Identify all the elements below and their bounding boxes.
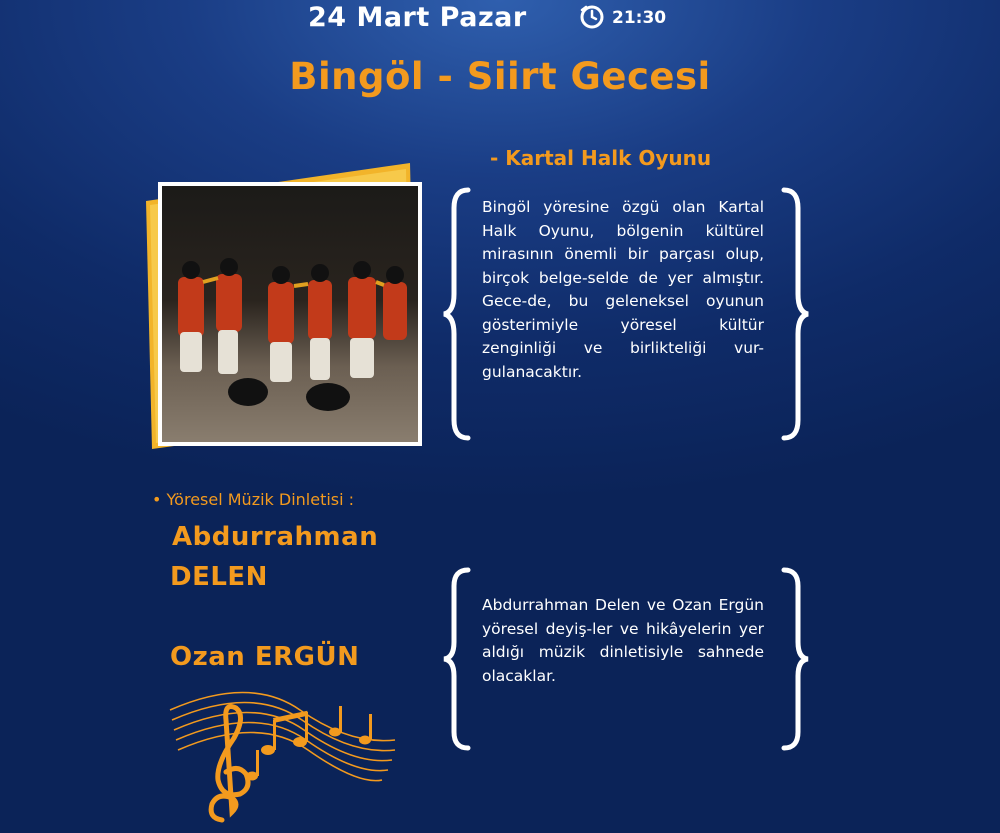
event-date: 24 Mart Pazar [308, 2, 527, 33]
artist1-first-name: Abdurrahman [172, 522, 379, 552]
event-time: 21:30 [612, 8, 667, 28]
dance-photo [158, 182, 422, 446]
artist1-last-name: DELEN [170, 562, 268, 592]
music-description: Abdurrahman Delen ve Ozan Ergün yöresel deyiş-ler ve hikâyelerin yer aldığı müzik dinletisiyle sahnede olacaklar. [482, 596, 764, 685]
right-brace-1 [778, 186, 812, 442]
music-notes-icon [160, 680, 400, 830]
artist2-name: Ozan ERGÜN [170, 642, 360, 672]
clock-icon [579, 4, 605, 30]
left-brace-1 [440, 186, 474, 442]
kartal-description: Bingöl yöresine özgü olan Kartal Halk Oyunu, bölgenin kültürel mirasının önemli bir parçası olup, birçok belge-selde de yer almıştır. Gece-de, bu geleneksel oyunun gösterimiyle yöresel kültür zenginliği ve birlikteliği vur-gulanacaktır. [482, 198, 764, 381]
right-brace-2 [778, 566, 812, 752]
dancers-illustration [158, 182, 422, 446]
left-brace-2 [440, 566, 474, 752]
page-title: Bingöl - Siirt Gecesi [289, 55, 711, 98]
music-section-heading: • Yöresel Müzik Dinletisi : [152, 490, 355, 509]
section-heading-kartal: - Kartal Halk Oyunu [490, 146, 712, 170]
